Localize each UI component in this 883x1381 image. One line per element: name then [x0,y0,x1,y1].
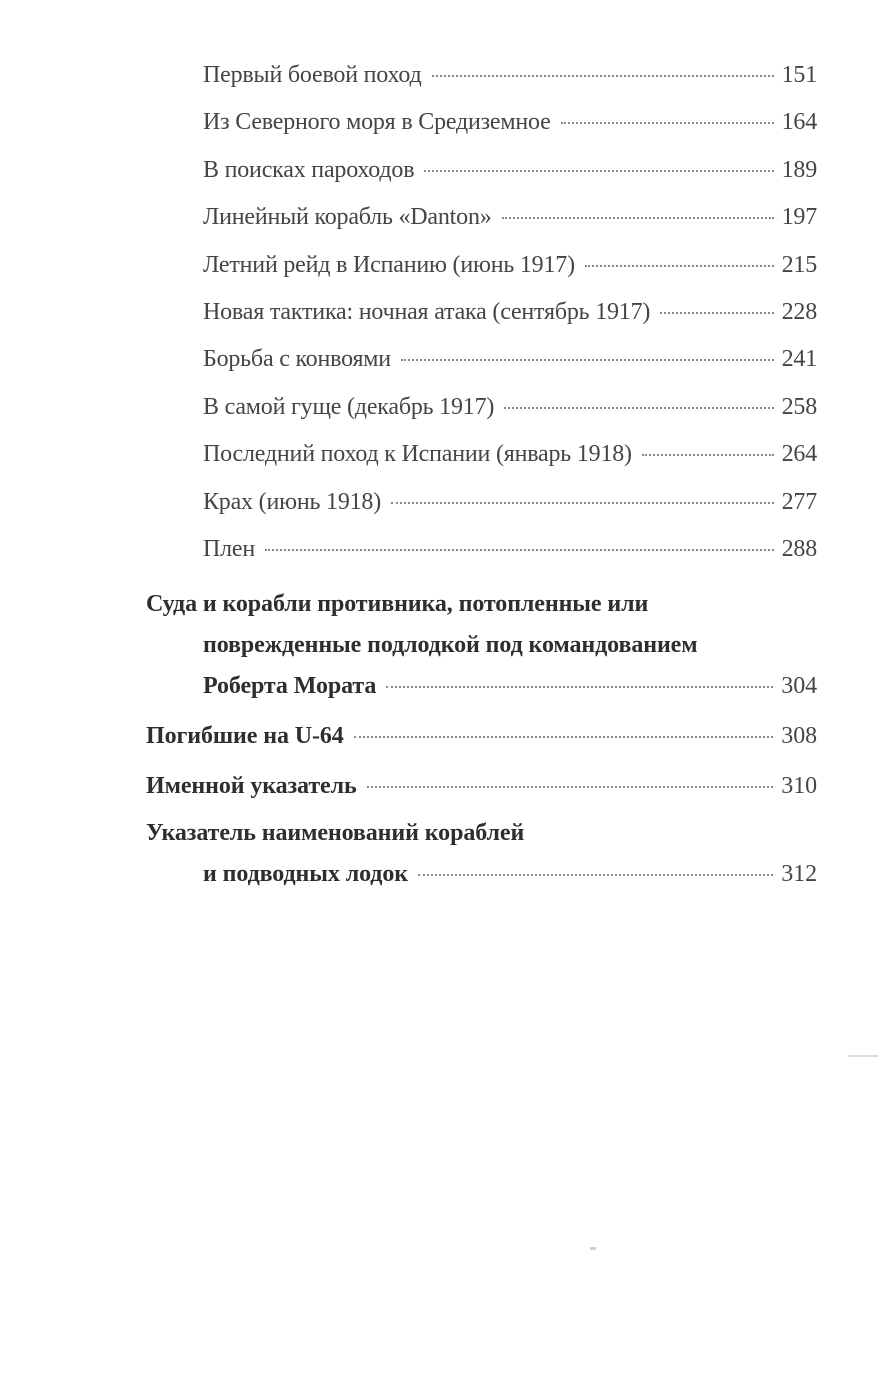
toc-entry-title: Летний рейд в Испанию (июнь 1917) [203,251,575,278]
dot-leader [265,549,774,551]
dot-leader [391,502,774,504]
dot-leader [424,170,773,172]
toc-entry-title: Первый боевой поход [203,62,422,88]
toc-main-entry [146,716,817,757]
scan-speck [848,1055,878,1057]
dot-leader [386,686,773,688]
toc-main-entry-last-line [146,716,817,757]
toc-main-entry-title: и подводных лодок [203,861,408,887]
toc-entry-page: 264 [781,441,817,468]
toc-main-entry-last-line [146,854,817,895]
dot-leader [642,454,774,456]
toc-main-entry [146,766,817,807]
toc-entry-page: 288 [781,535,817,562]
dot-leader [660,312,773,314]
toc-entry-page: 277 [781,488,817,515]
toc-main-entry-page: 310 [781,773,817,799]
toc-entry [203,441,817,488]
toc-entry [203,252,817,299]
toc-main-entry-line: Указатель наименований кораблей [146,820,525,846]
toc-entry [203,299,817,346]
toc-entry [203,109,817,156]
toc-entry-title: Борьба с конвоями [203,346,391,373]
toc-entry [203,204,817,251]
toc-entry-title: Новая тактика: ночная атака (сентябрь 1917) [203,298,651,325]
toc-main-entry-page: 312 [781,861,817,887]
toc-main-entry-last-line [146,666,817,707]
toc-main-entry-page: 304 [781,673,817,699]
toc-entry [203,536,817,583]
toc-main-entry-title: Роберта Мората [203,673,377,699]
toc-entry [203,394,817,441]
scan-speck [590,1247,596,1250]
toc-subsection-list [203,62,817,583]
toc-main-entry-page: 308 [781,723,817,749]
toc-main-list [146,584,817,895]
dot-leader [585,265,774,267]
toc-main-entry [146,584,817,707]
dot-leader [504,407,773,409]
dot-leader [561,122,774,124]
toc-entry-page: 151 [781,62,817,88]
toc-main-entry-title: Погибшие на U-64 [146,723,344,749]
toc-entry [203,62,817,109]
toc-main-entry-line: поврежденные подлодкой под командованием [203,632,698,658]
toc-entry [203,157,817,204]
toc-entry-title: Последний поход к Испании (январь 1918) [203,441,632,468]
toc-entry-page: 164 [781,109,817,136]
dot-leader [502,217,774,219]
toc-main-entry-line: Суда и корабли противника, потопленные или [146,591,649,617]
toc-entry-title: Линейный корабль «Danton» [203,204,492,231]
toc-main-entry-last-line [146,766,817,807]
toc-entry-title: Плен [203,535,256,562]
dot-leader [418,874,773,876]
toc-entry-page: 228 [781,298,817,325]
dot-leader [367,786,774,788]
toc-entry [203,346,817,393]
toc-entry-page: 215 [781,251,817,278]
toc-entry-title: В самой гуще (декабрь 1917) [203,393,495,420]
toc-entry [203,489,817,536]
toc-entry-title: В поисках пароходов [203,156,415,183]
dot-leader [354,736,774,738]
toc-entry-page: 189 [781,156,817,183]
dot-leader [432,75,774,77]
toc-entry-page: 241 [781,346,817,373]
toc-main-entry [146,813,817,895]
toc-main-entry-title: Именной указатель [146,773,357,799]
toc-entry-page: 258 [781,393,817,420]
toc-entry-title: Крах (июнь 1918) [203,488,382,515]
toc-entry-title: Из Северного моря в Средиземное [203,109,551,136]
toc-entry-page: 197 [781,204,817,231]
dot-leader [401,359,774,361]
